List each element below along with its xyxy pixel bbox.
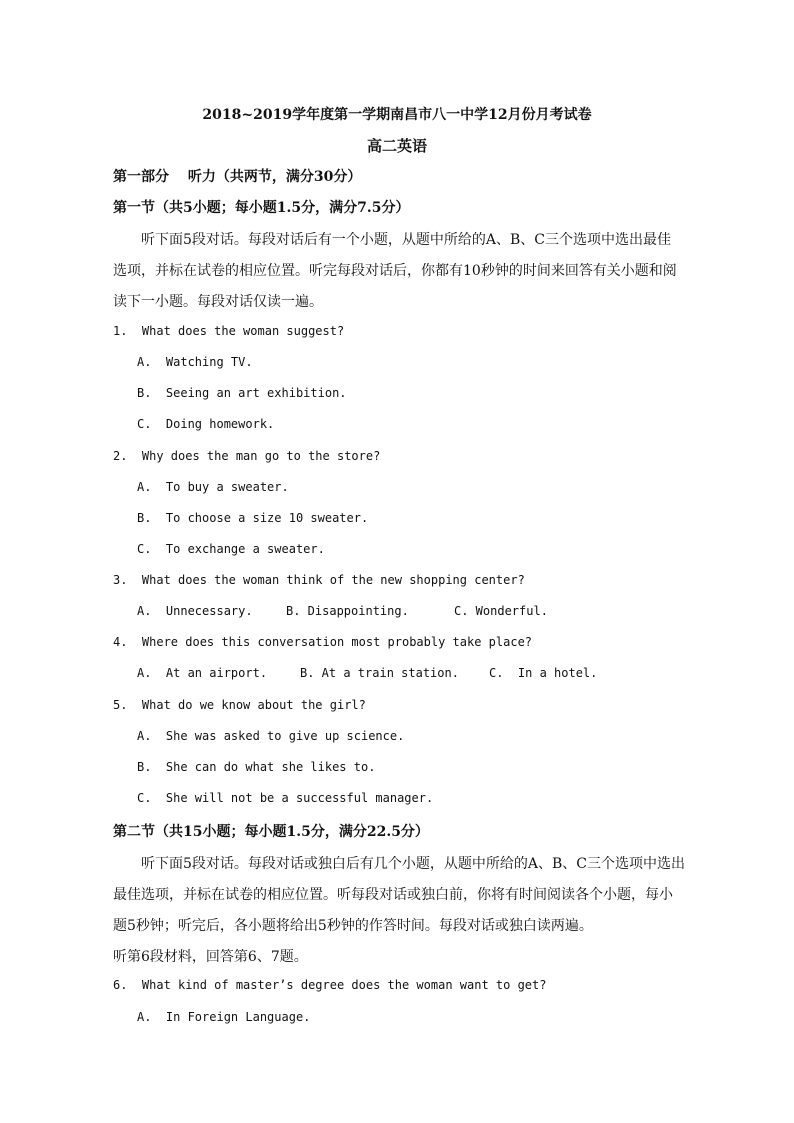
part1-heading: 第一部分 听力（共两节，满分30分） — [113, 169, 362, 185]
question-3: 3. What does the woman think of the new shopping center? — [113, 573, 525, 587]
section1-instruction-line: 听下面5段对话。每段对话后有一个小题，从题中所给的A、B、C三个选项中选出最佳 — [141, 232, 672, 248]
section2-instruction-line: 题5秒钟；听完后，各小题将给出5秒钟的作答时间。每段对话或独白读两遍。 — [113, 918, 593, 934]
question-4: 4. Where does this conversation most probably take place? — [113, 635, 533, 649]
question-2: 2. Why does the man go to the store? — [113, 449, 381, 463]
option-5c: C. She will not be a successful manager. — [137, 791, 434, 805]
section2-heading: 第二节（共15小题；每小题1.5分，满分22.5分） — [113, 824, 429, 840]
section1-instruction-line: 读下一小题。每段对话仅读一遍。 — [113, 294, 323, 310]
option-3a: A. Unnecessary. — [137, 604, 253, 618]
exam-title: 2018~2019学年度第一学期南昌市八一中学12月份月考试卷 — [202, 107, 592, 123]
option-2b: B. To choose a size 10 sweater. — [137, 511, 369, 525]
option-3c: C. Wonderful. — [454, 604, 548, 618]
option-2c: C. To exchange a sweater. — [137, 542, 325, 556]
option-2a: A. To buy a sweater. — [137, 480, 289, 494]
exam-subject: 高二英语 — [366, 137, 427, 155]
section2-instruction-line: 最佳选项，并标在试卷的相应位置。听每段对话或独白前，你将有时间阅读各个小题，每小 — [113, 887, 673, 903]
material-6-note: 听第6段材料，回答第6、7题。 — [113, 949, 308, 965]
section2-instruction-line: 听下面5段对话。每段对话或独白后有几个小题，从题中所给的A、B、C三个选项中选出 — [141, 856, 686, 872]
option-4c: C. In a hotel. — [489, 666, 598, 680]
section1-instruction-line: 选项，并标在试卷的相应位置。听完每段对话后，你都有10秒钟的时间来回答有关小题和阅 — [113, 263, 677, 279]
option-4b: B. At a train station. — [300, 666, 459, 680]
section1-heading: 第一节（共5小题；每小题1.5分，满分7.5分） — [113, 200, 410, 216]
option-1c: C. Doing homework. — [137, 417, 275, 431]
option-5b: B. She can do what she likes to. — [137, 760, 376, 774]
option-1b: B. Seeing an art exhibition. — [137, 386, 347, 400]
option-6a: A. In Foreign Language. — [137, 1010, 311, 1024]
question-6: 6. What kind of master’s degree does the woman want to get? — [113, 978, 547, 992]
question-5: 5. What do we know about the girl? — [113, 698, 366, 712]
option-5a: A. She was asked to give up science. — [137, 729, 405, 743]
option-1a: A. Watching TV. — [137, 355, 253, 369]
option-3b: B. Disappointing. — [286, 604, 409, 618]
option-4a: A. At an airport. — [137, 666, 268, 680]
question-1: 1. What does the woman suggest? — [113, 324, 345, 338]
